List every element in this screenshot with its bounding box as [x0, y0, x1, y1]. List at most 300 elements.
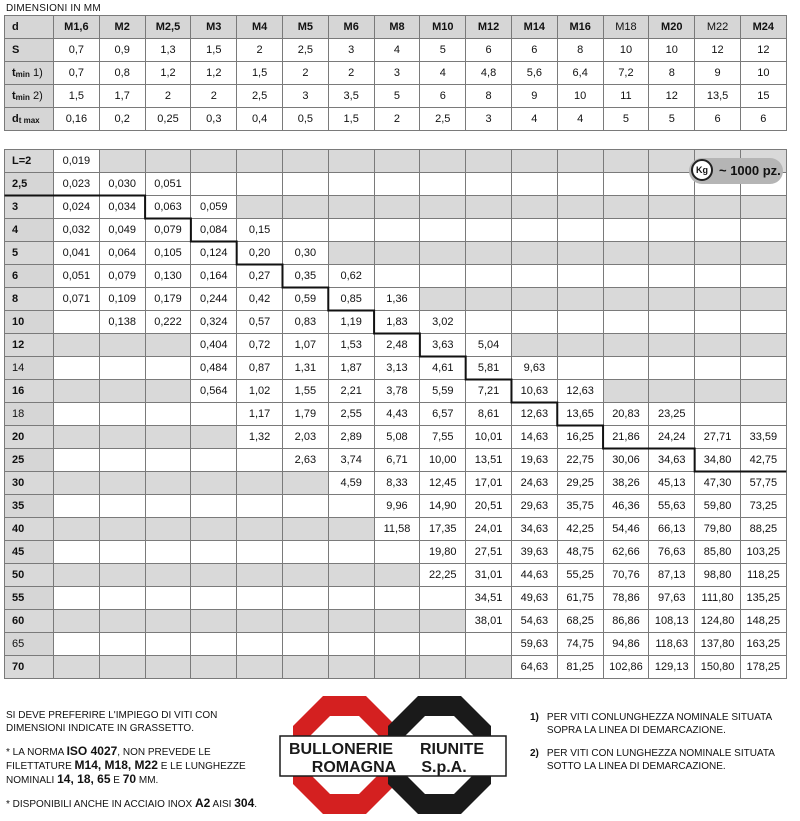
weight-cell [237, 564, 283, 587]
weight-cell [649, 150, 695, 173]
weight-cell: 54,46 [603, 518, 649, 541]
weight-cell: 85,80 [695, 541, 741, 564]
weight-cell [99, 587, 145, 610]
spec-row-label: $t_{min}$ 1) [5, 62, 54, 85]
weight-cell [328, 587, 374, 610]
weight-cell: 22,25 [420, 564, 466, 587]
weight-cell: 111,80 [695, 587, 741, 610]
weight-cell [420, 288, 466, 311]
weight-cell: 0,084 [191, 219, 237, 242]
weight-cell [603, 219, 649, 242]
weight-cell: 24,24 [649, 426, 695, 449]
weight-cell [54, 564, 100, 587]
weight-row [5, 196, 787, 219]
weight-cell [557, 334, 603, 357]
weight-cell: 0,179 [145, 288, 191, 311]
spec-cell: 2 [328, 62, 374, 85]
weight-cell: 3,02 [420, 311, 466, 334]
length-label: 2,5 [5, 173, 54, 196]
spec-cell: 4 [511, 108, 557, 131]
weight-cell: 16,25 [557, 426, 603, 449]
length-label: 12 [5, 334, 54, 357]
weight-cell [511, 219, 557, 242]
weight-cell [603, 265, 649, 288]
weight-cell: 42,75 [740, 449, 786, 472]
weight-row [5, 564, 787, 587]
weight-cell: 14,63 [511, 426, 557, 449]
weight-cell [328, 495, 374, 518]
weight-cell [603, 196, 649, 219]
weight-cell: 118,25 [740, 564, 786, 587]
weight-cell [466, 150, 512, 173]
weight-cell [54, 587, 100, 610]
spec-cell: 0,9 [99, 39, 145, 62]
weight-cell [374, 242, 420, 265]
weight-cell: 34,51 [466, 587, 512, 610]
spec-row-label: $t_{min}$ 2) [5, 85, 54, 108]
weight-cell: 0,030 [99, 173, 145, 196]
spec-row-label: S [5, 39, 54, 62]
weight-cell [145, 150, 191, 173]
weight-cell: 0,27 [237, 265, 283, 288]
weight-cell: 81,25 [557, 656, 603, 679]
weight-cell [191, 403, 237, 426]
weight-cell: 0,064 [99, 242, 145, 265]
weight-cell [282, 587, 328, 610]
spec-cell: 12 [740, 39, 786, 62]
weight-cell [191, 564, 237, 587]
weight-cell [603, 173, 649, 196]
weight-cell: 17,35 [420, 518, 466, 541]
weight-row [5, 518, 787, 541]
weight-cell: 3,78 [374, 380, 420, 403]
weight-cell [511, 196, 557, 219]
logo-text-romagna: ROMAGNA [311, 759, 397, 776]
weight-cell: 0,063 [145, 196, 191, 219]
weight-cell [603, 380, 649, 403]
weight-row [5, 426, 787, 449]
weight-icon: Kg [691, 159, 713, 181]
weight-cell [557, 311, 603, 334]
spec-cell: 1,5 [191, 39, 237, 62]
spec-cell: 5 [603, 108, 649, 131]
weight-cell [282, 656, 328, 679]
weight-cell: 7,55 [420, 426, 466, 449]
weight-cell [557, 196, 603, 219]
weight-cell [191, 633, 237, 656]
weight-cell [557, 288, 603, 311]
spec-cell: 5 [649, 108, 695, 131]
weight-cell [511, 334, 557, 357]
weight-cell: 0,72 [237, 334, 283, 357]
weight-cell [191, 173, 237, 196]
spec-cell: 4,8 [466, 62, 512, 85]
spec-cell: 8 [557, 39, 603, 62]
weight-cell: 108,13 [649, 610, 695, 633]
note-stainless: * DISPONIBILI ANCHE IN ACCIAIO INOX A2 AISI 304. [6, 796, 258, 810]
weight-cell [99, 403, 145, 426]
weight-cell [420, 242, 466, 265]
weight-cell [191, 656, 237, 679]
weight-cell: 0,244 [191, 288, 237, 311]
weight-cell [237, 656, 283, 679]
weight-cell [466, 173, 512, 196]
weight-cell [603, 357, 649, 380]
spec-row [5, 108, 787, 131]
weight-cell [328, 242, 374, 265]
weight-cell [466, 633, 512, 656]
weight-cell: 70,76 [603, 564, 649, 587]
weight-cell [603, 334, 649, 357]
thread-size-header: M3 [191, 16, 237, 39]
note-above-line: 1) PER VITI CONLUNGHEZZA NOMINALE SITUATA SOPRA LA LINEA DI DEMARCAZIONE. [530, 712, 772, 736]
weight-cell [191, 610, 237, 633]
weight-cell: 24,01 [466, 518, 512, 541]
weight-cell: 45,13 [649, 472, 695, 495]
weight-cell: 2,03 [282, 426, 328, 449]
weight-badge-text: ~ 1000 pz. [719, 163, 781, 178]
spec-cell: 9 [511, 85, 557, 108]
weight-cell [557, 265, 603, 288]
weight-cell: 59,63 [511, 633, 557, 656]
weight-cell [99, 334, 145, 357]
spec-cell: 0,7 [54, 39, 100, 62]
weight-cell [145, 449, 191, 472]
weight-cell: 19,80 [420, 541, 466, 564]
weight-cell [374, 656, 420, 679]
weight-cell: 0,138 [99, 311, 145, 334]
weight-cell [145, 610, 191, 633]
thread-size-header: M1,6 [54, 16, 100, 39]
weight-cell [282, 472, 328, 495]
weight-cell [145, 334, 191, 357]
weight-cell [557, 173, 603, 196]
weight-cell: 14,90 [420, 495, 466, 518]
weight-cell [466, 311, 512, 334]
weight-cell: 34,63 [511, 518, 557, 541]
spec-cell: 8 [466, 85, 512, 108]
thread-size-header: M16 [557, 16, 603, 39]
length-label: 25 [5, 449, 54, 472]
weight-cell: 0,051 [145, 173, 191, 196]
weight-cell [145, 380, 191, 403]
weight-cell [54, 311, 100, 334]
weight-cell [420, 265, 466, 288]
weight-cell: 9,96 [374, 495, 420, 518]
weight-cell: 22,75 [557, 449, 603, 472]
weight-cell: 0,079 [145, 219, 191, 242]
weight-cell [54, 426, 100, 449]
weight-cell [328, 150, 374, 173]
weight-row [5, 449, 787, 472]
weight-cell [282, 564, 328, 587]
weight-cell [328, 610, 374, 633]
weight-cell [511, 242, 557, 265]
weight-cell: 21,86 [603, 426, 649, 449]
weight-cell [740, 357, 786, 380]
weight-cell: 42,25 [557, 518, 603, 541]
weight-cell [282, 610, 328, 633]
weight-cell [99, 518, 145, 541]
thread-size-header: M5 [282, 16, 328, 39]
weight-cell: 1,17 [237, 403, 283, 426]
weight-cell [328, 564, 374, 587]
weight-cell [54, 449, 100, 472]
weight-row [5, 288, 787, 311]
length-label: 45 [5, 541, 54, 564]
weight-cell [191, 541, 237, 564]
weight-cell: 12,63 [511, 403, 557, 426]
weight-cell [282, 150, 328, 173]
weight-cell: 62,66 [603, 541, 649, 564]
notes-left [6, 709, 266, 821]
weight-cell [145, 518, 191, 541]
spec-cell: 5,6 [511, 62, 557, 85]
thread-size-header: M2 [99, 16, 145, 39]
weight-cell: 135,25 [740, 587, 786, 610]
note-bold-preference: SI DEVE PREFERIRE L'IMPIEGO DI VITI CON DIMENSIONI INDICATE IN GRASSETTO. [6, 710, 218, 734]
weight-cell [649, 265, 695, 288]
spec-cell: 15 [740, 85, 786, 108]
spec-cell: 0,16 [54, 108, 100, 131]
weight-cell [695, 357, 741, 380]
weight-cell: 1,53 [328, 334, 374, 357]
weight-cell: 137,80 [695, 633, 741, 656]
weight-cell: 0,30 [282, 242, 328, 265]
weight-cell [328, 219, 374, 242]
spec-cell: 1,5 [328, 108, 374, 131]
logo-text-spa: S.p.A. [421, 759, 467, 776]
weight-cell [374, 150, 420, 173]
weight-cell [420, 633, 466, 656]
weight-cell: 47,30 [695, 472, 741, 495]
note-below-line: 2) PER VITI CON LUNGHEZZA NOMINALE SITUATA SOTTO LA LINEA DI DEMARCAZIONE. [530, 748, 775, 772]
spec-cell: 2 [145, 85, 191, 108]
weight-cell: 0,35 [282, 265, 328, 288]
spec-cell: 10 [603, 39, 649, 62]
weight-row [5, 150, 787, 173]
spec-cell: 12 [695, 39, 741, 62]
weight-cell: 68,25 [557, 610, 603, 633]
spec-cell: 1,2 [191, 62, 237, 85]
weight-row [5, 242, 787, 265]
weight-cell: 124,80 [695, 610, 741, 633]
weight-cell: 8,33 [374, 472, 420, 495]
notes-right [530, 711, 790, 783]
weight-cell: 34,63 [649, 449, 695, 472]
weight-cell [237, 472, 283, 495]
weight-cell: 1,31 [282, 357, 328, 380]
weight-cell: 49,63 [511, 587, 557, 610]
weight-cell: 0,164 [191, 265, 237, 288]
weight-cell: 5,81 [466, 357, 512, 380]
weight-cell: 98,80 [695, 564, 741, 587]
weight-cell: 55,63 [649, 495, 695, 518]
weight-cell: 24,63 [511, 472, 557, 495]
weight-cell: 13,51 [466, 449, 512, 472]
weight-cell [649, 219, 695, 242]
weight-cell: 74,75 [557, 633, 603, 656]
weight-cell: 4,61 [420, 357, 466, 380]
thread-size-header: M2,5 [145, 16, 191, 39]
spec-cell: 3 [328, 39, 374, 62]
weight-cell: 4,43 [374, 403, 420, 426]
weight-cell [237, 518, 283, 541]
weight-cell [99, 426, 145, 449]
weight-cell [649, 196, 695, 219]
thread-size-header: M12 [466, 16, 512, 39]
weight-cell [557, 357, 603, 380]
weight-cell: 102,86 [603, 656, 649, 679]
weight-cell: 0,222 [145, 311, 191, 334]
weight-cell: 0,62 [328, 265, 374, 288]
weight-cell: 78,86 [603, 587, 649, 610]
weight-cell [54, 656, 100, 679]
spec-cell: 10 [649, 39, 695, 62]
weight-cell: 10,63 [511, 380, 557, 403]
weight-cell: 12,63 [557, 380, 603, 403]
spec-cell: 6 [466, 39, 512, 62]
weight-cell [466, 219, 512, 242]
weight-cell [145, 426, 191, 449]
weight-badge [689, 158, 783, 184]
weight-cell [374, 564, 420, 587]
thread-size-header: M10 [420, 16, 466, 39]
length-label: 30 [5, 472, 54, 495]
spec-header-row [5, 16, 787, 39]
spec-cell: 6,4 [557, 62, 603, 85]
weight-cell [740, 403, 786, 426]
thread-size-header: M6 [328, 16, 374, 39]
length-label: 16 [5, 380, 54, 403]
weight-cell: 0,324 [191, 311, 237, 334]
length-label: 3 [5, 196, 54, 219]
weight-cell: 1,02 [237, 380, 283, 403]
weight-cell: 46,36 [603, 495, 649, 518]
weight-cell [649, 173, 695, 196]
weight-cell [649, 334, 695, 357]
spec-cell: 4 [374, 39, 420, 62]
weight-row [5, 656, 787, 679]
weight-cell: 31,01 [466, 564, 512, 587]
weight-cell: 55,25 [557, 564, 603, 587]
length-label: 10 [5, 311, 54, 334]
weight-cell [237, 587, 283, 610]
spec-cell: 2 [374, 108, 420, 131]
thread-size-header: M22 [695, 16, 741, 39]
weight-cell [695, 242, 741, 265]
weight-cell [145, 633, 191, 656]
weight-cell [740, 265, 786, 288]
weight-cell: 13,65 [557, 403, 603, 426]
weight-cell [145, 541, 191, 564]
weight-cell: 3,13 [374, 357, 420, 380]
weight-cell: 0,59 [282, 288, 328, 311]
weight-cell [695, 403, 741, 426]
weight-cell [282, 633, 328, 656]
weight-cell: 38,26 [603, 472, 649, 495]
weight-cell [54, 495, 100, 518]
weight-cell [466, 656, 512, 679]
weight-row [5, 587, 787, 610]
weight-cell [237, 150, 283, 173]
spec-cell: 1,5 [237, 62, 283, 85]
weight-cell: 54,63 [511, 610, 557, 633]
weight-cell: 7,21 [466, 380, 512, 403]
spec-cell: 1,5 [54, 85, 100, 108]
weight-cell [420, 196, 466, 219]
weight-cell: 0,42 [237, 288, 283, 311]
weight-cell: 29,25 [557, 472, 603, 495]
weight-cell [328, 173, 374, 196]
weight-cell [695, 196, 741, 219]
length-label: 40 [5, 518, 54, 541]
weight-cell: 9,63 [511, 357, 557, 380]
weight-cell: 5,08 [374, 426, 420, 449]
weight-cell [237, 449, 283, 472]
weight-cell [649, 242, 695, 265]
weight-cell [54, 403, 100, 426]
weight-cell: 148,25 [740, 610, 786, 633]
weight-cell [374, 587, 420, 610]
weight-cell: 2,48 [374, 334, 420, 357]
spec-cell: 0,4 [237, 108, 283, 131]
weight-cell [328, 633, 374, 656]
thread-size-header: M24 [740, 16, 786, 39]
weight-cell [420, 150, 466, 173]
weight-cell: 0,023 [54, 173, 100, 196]
spec-cell: 5 [374, 85, 420, 108]
weight-cell [374, 610, 420, 633]
weight-cell [740, 334, 786, 357]
company-logo [278, 694, 508, 816]
weight-cell [374, 219, 420, 242]
weight-cell [695, 265, 741, 288]
weight-cell [145, 564, 191, 587]
weight-cell [54, 541, 100, 564]
weight-row [5, 380, 787, 403]
weight-cell [99, 541, 145, 564]
thread-size-header: M18 [603, 16, 649, 39]
weight-cell: 79,80 [695, 518, 741, 541]
spec-cell: 9 [695, 62, 741, 85]
weight-cell [511, 311, 557, 334]
weight-row [5, 633, 787, 656]
spec-table [4, 15, 787, 131]
weight-cell [145, 357, 191, 380]
weight-cell: 0,404 [191, 334, 237, 357]
spec-row-label: $d_{t max}$ [5, 108, 54, 131]
weight-cell [740, 288, 786, 311]
weight-cell [328, 656, 374, 679]
weight-cell [603, 150, 649, 173]
weight-cell [511, 265, 557, 288]
weight-cell [191, 150, 237, 173]
weight-cell [603, 288, 649, 311]
weight-cell [420, 587, 466, 610]
spec-cell: 2 [191, 85, 237, 108]
weight-cell: 34,80 [695, 449, 741, 472]
weight-cell: 0,57 [237, 311, 283, 334]
weight-cell [237, 196, 283, 219]
weight-cell [649, 357, 695, 380]
spec-cell: 3,5 [328, 85, 374, 108]
weight-cell: 0,87 [237, 357, 283, 380]
spec-cell: 2 [237, 39, 283, 62]
weight-cell: 27,71 [695, 426, 741, 449]
length-label: L=2 [5, 150, 54, 173]
weight-cell: 0,105 [145, 242, 191, 265]
